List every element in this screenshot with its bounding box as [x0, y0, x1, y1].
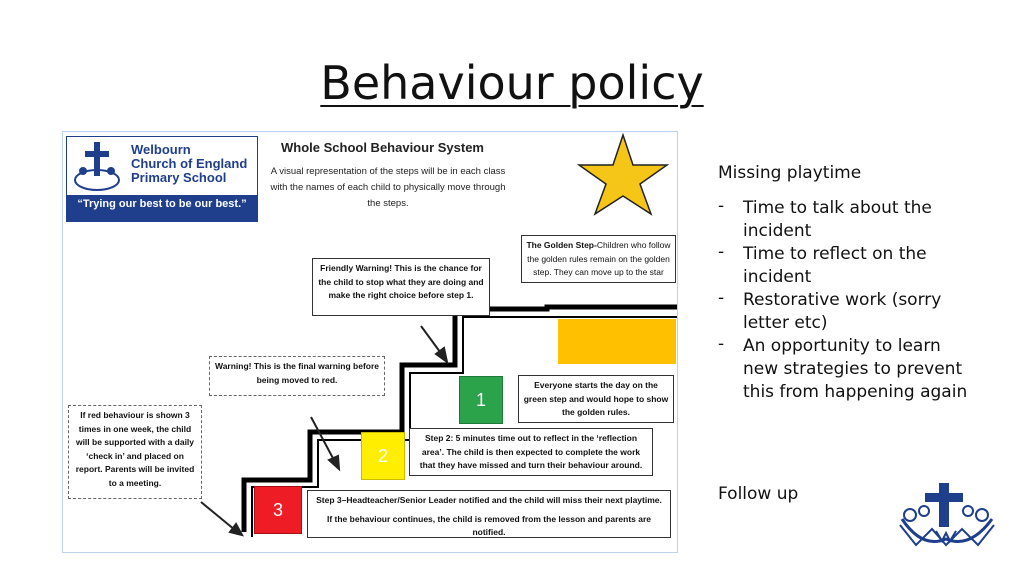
- star-icon: [579, 135, 667, 214]
- missing-playtime-list: [718, 197, 968, 404]
- system-title: Whole School Behaviour System: [281, 140, 484, 155]
- follow-up-label: Follow up: [718, 484, 799, 504]
- step-3-line-1: Step 3–Headteacher/Senior Leader notified and the child will miss their next playtime.: [316, 495, 662, 505]
- golden-step-text: Children who follow the golden rules remain on the golden step. They can move up to the star: [527, 240, 671, 277]
- red-report-note: If red behaviour is shown 3 times in one week, the child will be supported with a daily ‘check in’ and placed on report. Parents will be invited to a meeting.: [68, 405, 202, 499]
- step-3-note: [307, 490, 671, 538]
- missing-playtime-heading: Missing playtime: [718, 163, 862, 183]
- golden-step: [558, 319, 676, 364]
- step-3-box: 3: [254, 486, 302, 534]
- step-2-note: Step 2: 5 minutes time out to reflect in the ‘reflection area’. The child is then expected to complete the work that they have missed and turn their behaviour around.: [409, 428, 653, 476]
- friendly-warning-note: Friendly Warning! This is the chance for the child to stop what they are doing and make the right choice before step 1.: [312, 258, 490, 316]
- missing-playtime-section: [718, 162, 968, 404]
- school-logo: [66, 136, 258, 222]
- school-logo-top: [66, 136, 258, 196]
- list-item: - Time to reflect on the incident: [718, 243, 968, 289]
- list-item: - Time to talk about the incident: [718, 197, 968, 243]
- arrow-red: [201, 502, 235, 530]
- golden-step-note: [521, 235, 676, 283]
- step-1-box: 1: [459, 376, 503, 424]
- golden-step-label: The Golden Step-: [526, 240, 597, 250]
- school-name: [131, 143, 255, 185]
- school-name-line-2: Church of England: [131, 156, 248, 171]
- step-3-line-2: If the behaviour continues, the child is removed from the lesson and parents are notified.: [326, 513, 652, 537]
- behaviour-system-image: [62, 131, 678, 553]
- school-crest-icon: [892, 479, 1002, 553]
- school-crest-icon: [69, 138, 129, 196]
- green-start-note: Everyone starts the day on the green step and would hope to show the golden rules.: [518, 375, 674, 423]
- arrow-red-head: [230, 524, 242, 535]
- slide-title: Behaviour policy: [320, 56, 704, 110]
- school-name-line-1: Welbourn: [131, 142, 191, 157]
- list-item: - Restorative work (sorry letter etc): [718, 289, 968, 335]
- school-motto: “Trying our best to be our best.”: [77, 198, 247, 210]
- arrow-warning-head: [329, 456, 339, 469]
- step-2-box: 2: [361, 432, 405, 480]
- system-description: A visual representation of the steps will be in each class with the names of each child to physically move through the steps.: [270, 166, 506, 209]
- school-name-line-3: Primary School: [131, 170, 227, 185]
- list-item: - An opportunity to learn new strategies to prevent this from happening again: [718, 335, 968, 404]
- final-warning-note: Warning! This is the final warning before being moved to red.: [209, 356, 385, 396]
